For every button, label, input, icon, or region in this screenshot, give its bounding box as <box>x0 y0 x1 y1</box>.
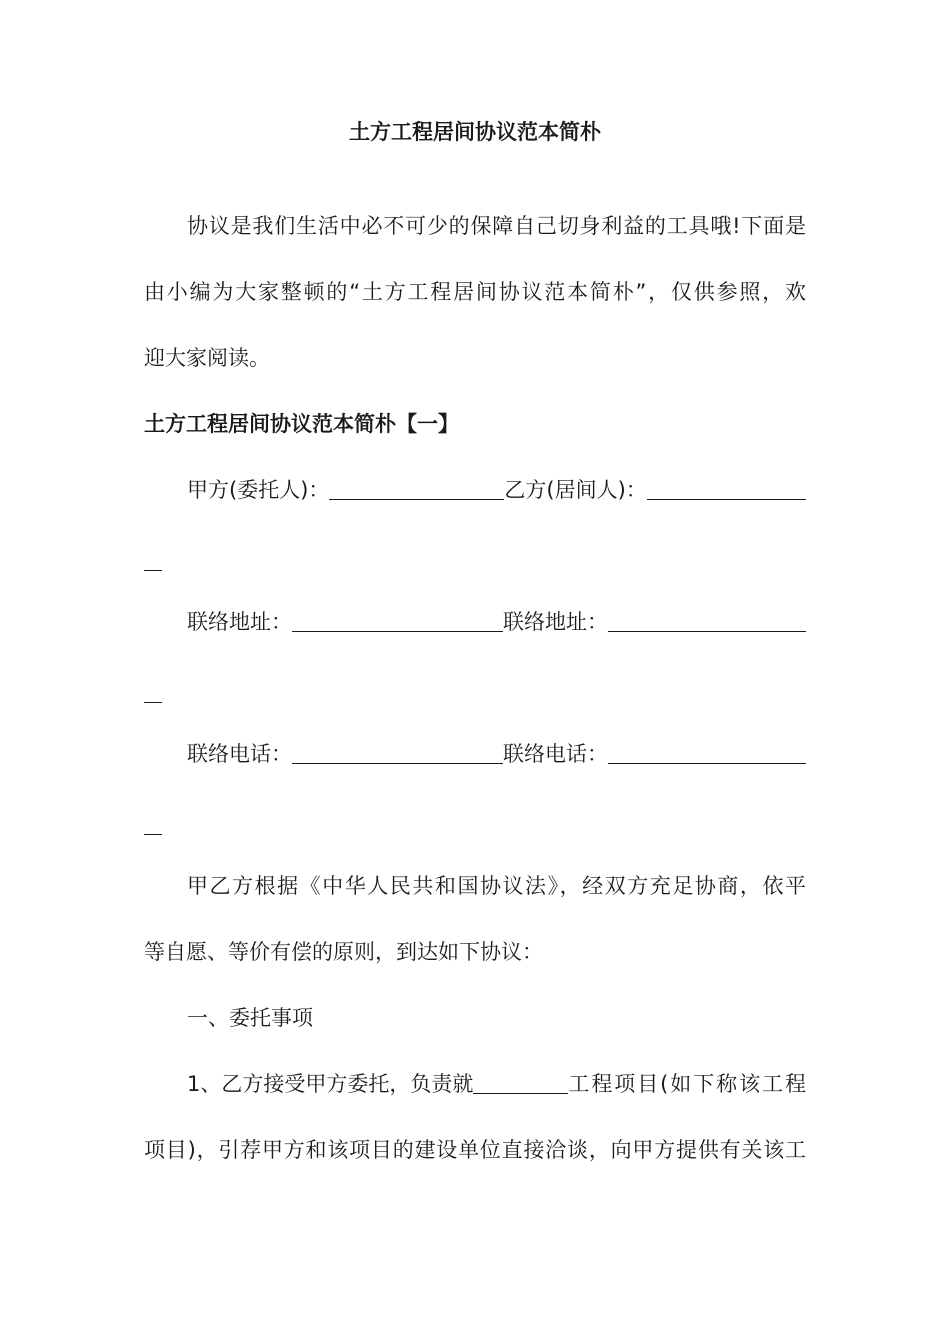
party-b-blank-continuation <box>144 569 162 571</box>
phone-a-label: 联络电话： <box>187 742 292 766</box>
address-row <box>187 607 806 637</box>
address-b-blank-continuation <box>144 701 162 703</box>
address-a-blank[interactable] <box>292 609 503 632</box>
clause1-text-after: 工程项目(如下称该工程 <box>568 1072 806 1096</box>
intro-line-2: 由小编为大家整顿的“土方工程居间协议范本简朴”，仅供参照，欢 <box>144 280 806 304</box>
clause1-text-before: 1、乙方接受甲方委托，负责就 <box>187 1072 474 1096</box>
party-row <box>187 475 806 505</box>
party-b-label: 乙方(居间人)： <box>504 478 647 502</box>
basis-line-1: 甲乙方根据《中华人民共和国协议法》，经双方充足协商，依平 <box>187 874 806 898</box>
project-name-blank[interactable] <box>473 1071 568 1094</box>
party-a-label: 甲方(委托人)： <box>187 478 330 502</box>
clause-heading: 一、委托事项 <box>187 1006 313 1030</box>
party-a-blank[interactable] <box>329 477 504 500</box>
basis-line-2: 等自愿、等价有偿的原则，到达如下协议： <box>144 940 543 964</box>
clause1-line-1 <box>187 1069 806 1099</box>
phone-a-blank[interactable] <box>292 741 503 764</box>
party-b-blank[interactable] <box>647 477 806 500</box>
address-b-label: 联络地址： <box>503 610 608 634</box>
clause1-line-2: 项目)，引荐甲方和该项目的建设单位直接洽谈，向甲方提供有关该工 <box>144 1138 806 1162</box>
address-a-label: 联络地址： <box>187 610 292 634</box>
document-title: 土方工程居间协议范本简朴 <box>349 120 601 144</box>
phone-b-blank-continuation <box>144 833 162 835</box>
intro-line-3: 迎大家阅读。 <box>144 346 270 370</box>
address-b-blank[interactable] <box>608 609 806 632</box>
phone-b-label: 联络电话： <box>503 742 608 766</box>
intro-line-1: 协议是我们生活中必不可少的保障自己切身利益的工具哦!下面是 <box>187 214 806 238</box>
phone-b-blank[interactable] <box>608 741 806 764</box>
section-heading: 土方工程居间协议范本简朴【一】 <box>144 412 459 436</box>
phone-row <box>187 739 806 769</box>
